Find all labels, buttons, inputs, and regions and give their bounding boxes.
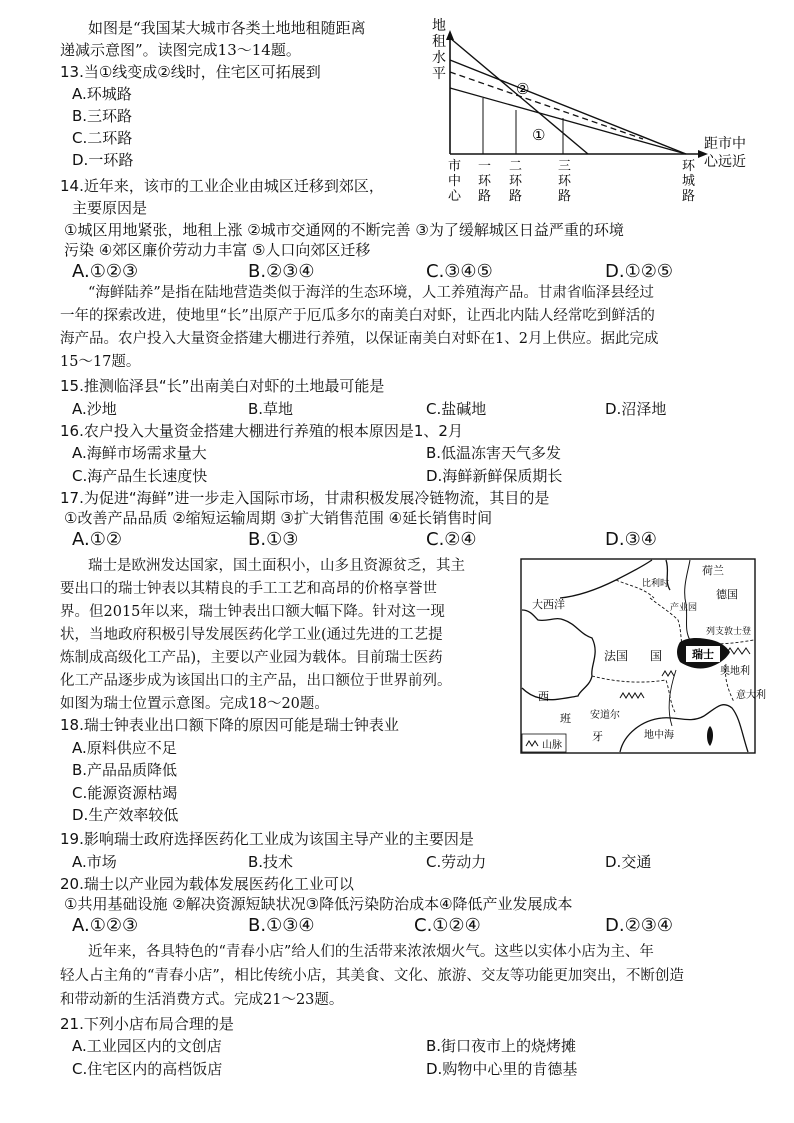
- q13-stem: 13.当①线变成②线时，住宅区可拓展到: [60, 63, 321, 81]
- svg-text:路: 路: [558, 189, 572, 204]
- rent-line-2: [450, 72, 643, 139]
- intro-13-14-line-1: 如图是“我国某大城市各类土地地租随距离: [88, 19, 366, 37]
- intro-18-20-line-3: 界。但2015年以来，瑞士钟表出口额大幅下降。针对这一现: [60, 604, 445, 620]
- q18-option-a[interactable]: A.原料供应不足: [72, 739, 177, 757]
- intro-18-20-line-2: 要出口的瑞士钟表以其精良的手工工艺和高昂的价格享誉世: [60, 581, 437, 597]
- map-label-france-2: 国: [650, 649, 663, 663]
- svg-text:路: 路: [478, 189, 492, 204]
- intro-18-20-line-5: 炼制成高级化工产品)，主要以产业园为载体。目前瑞士医药: [60, 650, 443, 666]
- intro-18-20-line-4: 状，当地政府积极引导发展医药化学工业(通过先进的工艺提: [60, 627, 443, 643]
- map-label-mediterranean: 地中海: [644, 730, 674, 741]
- label-line-2: ②: [516, 80, 530, 98]
- svg-text:路: 路: [682, 189, 696, 204]
- q16-option-c[interactable]: C.海产品生长速度快: [72, 467, 208, 485]
- q17-items: ①改善产品品质 ②缩短运输周期 ③扩大销售范围 ④延长销售时间: [64, 509, 493, 527]
- svg-text:环: 环: [558, 174, 572, 189]
- intro-15-17-line-1: “海鲜陆养”是指在陆地营造类似于海洋的生态环境，人工养殖海产品。甘肃省临泽县经过: [88, 285, 654, 301]
- intro-21-23-line-2: 轻人占主角的“青春小店”，相比传统小店，其美食、文化、旅游、交友等功能更加突出，不断创造: [60, 968, 684, 984]
- label-line-1: ①: [532, 126, 546, 144]
- svg-text:三: 三: [558, 159, 572, 174]
- intro-21-23-line-3: 和带动新的生活消费方式。完成21～23题。: [60, 992, 344, 1008]
- q19-option-a[interactable]: A.市场: [72, 853, 117, 871]
- q20-stem: 20.瑞士以产业园为载体发展医药化工业可以: [60, 875, 354, 893]
- intro-18-20-line-6: 化工产品逐步成为该国出口的主产品，出口额位于世界前列。: [60, 673, 452, 689]
- tick-city-center: [448, 159, 462, 204]
- svg-text:路: 路: [509, 189, 523, 204]
- q13-option-c[interactable]: C.二环路: [72, 129, 133, 147]
- y-axis-label-2: 租: [432, 34, 446, 50]
- q15-option-d[interactable]: D.沼泽地: [605, 400, 667, 418]
- map-label-germany: 德国: [716, 588, 738, 601]
- map-label-belgium: 比利时: [642, 579, 670, 589]
- svg-text:一: 一: [478, 159, 492, 174]
- q14-stem: 14.近年来，该市的工业企业由城区迁移到郊区，: [60, 177, 384, 195]
- map-label-netherlands: 荷兰: [702, 564, 724, 577]
- map-label-italy: 意大利: [736, 690, 766, 701]
- tick-ring-3: [558, 159, 572, 204]
- map-label-andorra: 安道尔: [590, 710, 620, 721]
- map-label-atlantic: 大西洋: [532, 598, 565, 611]
- q21-option-a[interactable]: A.工业园区内的文创店: [72, 1037, 222, 1055]
- q20-option-b[interactable]: B.①③④: [248, 915, 315, 936]
- map-label-austria: 奥地利: [720, 666, 750, 677]
- q18-option-c[interactable]: C.能源资源枯竭: [72, 784, 178, 802]
- rent-line-1: [450, 88, 686, 154]
- q19-option-d[interactable]: D.交通: [605, 853, 652, 871]
- q21-option-c[interactable]: C.住宅区内的高档饭店: [72, 1060, 223, 1078]
- map-label-spain-1: 西: [538, 690, 549, 703]
- svg-text:环: 环: [682, 159, 696, 174]
- x-axis-label-2: 心远近: [704, 154, 746, 170]
- q18-option-d[interactable]: D.生产效率较低: [72, 806, 179, 824]
- rent-line-industrial: [450, 60, 686, 154]
- y-axis-label-1: 地: [432, 18, 446, 34]
- q13-option-a[interactable]: A.环城路: [72, 85, 132, 103]
- intro-18-20-line-1: 瑞士是欧洲发达国家，国土面积小，山多且资源贫乏，其主: [88, 558, 465, 574]
- q21-option-b[interactable]: B.街口夜市上的烧烤摊: [426, 1037, 577, 1055]
- q17-option-b[interactable]: B.①③: [248, 529, 299, 550]
- y-axis-label-3: 水: [432, 50, 446, 66]
- map-label-industrial-park: 产业园: [670, 603, 698, 613]
- q16-option-a[interactable]: A.海鲜市场需求量大: [72, 444, 207, 462]
- svg-text:市: 市: [448, 159, 462, 174]
- q20-option-d[interactable]: D.②③④: [605, 915, 673, 936]
- map-label-france: 法国: [604, 649, 629, 663]
- q20-option-a[interactable]: A.①②③: [72, 915, 139, 936]
- q20-option-c[interactable]: C.①②④: [414, 915, 481, 936]
- svg-text:中: 中: [448, 174, 462, 189]
- q18-stem: 18.瑞士钟表业出口额下降的原因可能是瑞士钟表业: [60, 716, 399, 734]
- q14-option-a[interactable]: A.①②③: [72, 261, 139, 282]
- q13-option-b[interactable]: B.三环路: [72, 107, 133, 125]
- q14-items-1: ①城区用地紧张，地租上涨 ②城市交通网的不断完善 ③为了缓解城区日益严重的环境: [64, 221, 624, 239]
- q14-option-b[interactable]: B.②③④: [248, 261, 315, 282]
- q17-option-d[interactable]: D.③④: [605, 529, 657, 550]
- y-axis-label-4: 平: [432, 66, 446, 82]
- q15-option-c[interactable]: C.盐碱地: [426, 400, 487, 418]
- q19-option-b[interactable]: B.技术: [248, 853, 294, 871]
- tick-ring-2: [509, 159, 523, 204]
- q19-option-c[interactable]: C.劳动力: [426, 853, 487, 871]
- svg-text:城: 城: [682, 174, 696, 189]
- intro-15-17-line-4: 15～17题。: [60, 354, 141, 370]
- map-label-spain-2: 班: [560, 712, 571, 725]
- q18-option-b[interactable]: B.产品品质降低: [72, 761, 178, 779]
- tick-ring-1: [478, 159, 492, 204]
- intro-21-23-line-1: 近年来，各具特色的“青春小店”给人们的生活带来浓浓烟火气。这些以实体小店为主、年: [88, 944, 654, 960]
- q15-option-a[interactable]: A.沙地: [72, 400, 117, 418]
- q16-stem: 16.农户投入大量资金搭建大棚进行养殖的根本原因是1、2月: [60, 422, 463, 440]
- swiss-location-map: [520, 558, 766, 754]
- q21-stem: 21.下列小店布局合理的是: [60, 1015, 234, 1033]
- q17-option-c[interactable]: C.②④: [426, 529, 477, 550]
- q16-option-b[interactable]: B.低温冻害天气多发: [426, 444, 562, 462]
- q16-option-d[interactable]: D.海鲜新鲜保质期长: [426, 467, 563, 485]
- rent-distance-chart: [428, 14, 762, 210]
- q14-stem-2: 主要原因是: [72, 199, 148, 217]
- map-label-spain-3: 牙: [592, 730, 603, 743]
- intro-18-20-line-7: 如图为瑞士位置示意图。完成18～20题。: [60, 696, 329, 712]
- svg-text:心: 心: [448, 189, 462, 204]
- q15-stem: 15.推测临泽县“长”出南美白对虾的土地最可能是: [60, 377, 385, 395]
- q14-option-c[interactable]: C.③④⑤: [426, 261, 493, 282]
- intro-15-17-line-3: 海产品。农户投入大量资金搭建大棚进行养殖，以保证南美白对虾在1、2月上供应。据此完成: [60, 331, 659, 347]
- x-axis-label-1: 距市中: [704, 136, 746, 152]
- q17-option-a[interactable]: A.①②: [72, 529, 122, 550]
- svg-text:环: 环: [509, 174, 523, 189]
- q19-stem: 19.影响瑞士政府选择医药化工业成为该国主导产业的主要因是: [60, 830, 474, 848]
- q13-option-d[interactable]: D.一环路: [72, 151, 134, 169]
- map-label-liechtenstein: 列支敦士登: [706, 627, 752, 637]
- tick-ring-road: [682, 159, 696, 204]
- intro-15-17-line-2: 一年的探索改进，使地里“长”出原产于厄瓜多尔的南美白对虾，让西北内陆人经常吃到鲜活的: [60, 308, 655, 324]
- q14-option-d[interactable]: D.①②⑤: [605, 261, 673, 282]
- q17-stem: 17.为促进“海鲜”进一步走入国际市场，甘肃积极发展冷链物流，其目的是: [60, 489, 550, 507]
- svg-text:环: 环: [478, 174, 492, 189]
- q15-option-b[interactable]: B.草地: [248, 400, 294, 418]
- q21-option-d[interactable]: D.购物中心里的肯德基: [426, 1060, 578, 1078]
- map-label-switzerland: 瑞士: [692, 648, 714, 661]
- legend-mountain-label: 山脉: [542, 740, 562, 751]
- svg-text:二: 二: [509, 159, 523, 174]
- q14-items-2: 污染 ④郊区廉价劳动力丰富 ⑤人口向郊区迁移: [64, 241, 371, 259]
- intro-13-14-line-2: 递减示意图”。读图完成13～14题。: [60, 41, 301, 59]
- q20-items: ①共用基础设施 ②解决资源短缺状况③降低污染防治成本④降低产业发展成本: [64, 895, 573, 913]
